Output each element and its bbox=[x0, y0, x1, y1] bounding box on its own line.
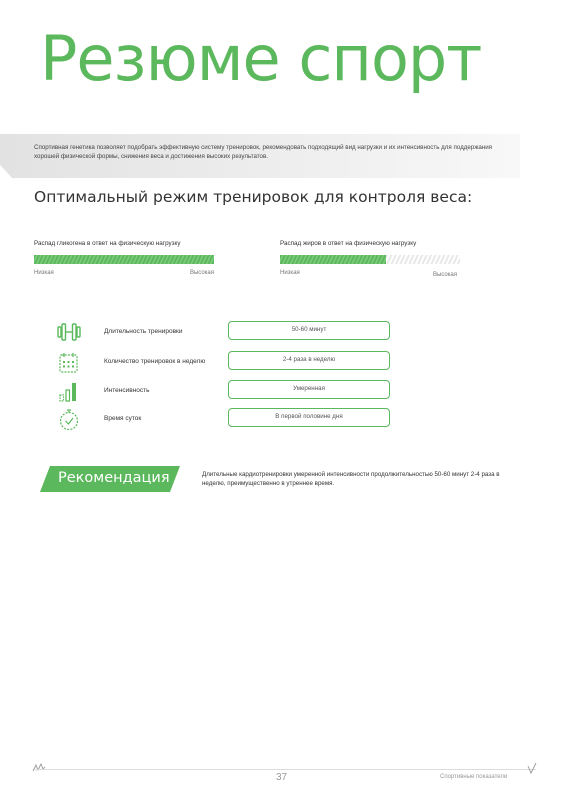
section-subtitle: Оптимальный режим тренировок для контроля веса: bbox=[34, 188, 473, 206]
param-row-intensity bbox=[56, 380, 396, 404]
scale-bar bbox=[280, 255, 460, 264]
dumbbell-icon bbox=[56, 321, 82, 345]
recommendation-text: Длительные кардиотренировки умеренной интенсивности продолжительностью 50-60 минут 2-4 раза в неделю, преимущественно в утреннее время. bbox=[202, 471, 500, 487]
param-label: Длительность тренировки bbox=[104, 328, 183, 335]
intro-text: Спортивная генетика позволяет подобрать эффективную систему тренировок, рекомендовать подходящий вид нагрузки и их интенсивность для поддержания хорошей физической формы, снижения веса и достижения высоких результатов. bbox=[34, 144, 493, 160]
param-row-duration bbox=[56, 321, 396, 345]
scale-fill bbox=[280, 255, 386, 264]
footer-section-name: Спортивные показатели bbox=[440, 774, 508, 780]
intensity-bars-icon bbox=[56, 380, 82, 404]
calendar-icon bbox=[56, 351, 82, 375]
param-row-time-of-day bbox=[56, 408, 396, 432]
scale-bar bbox=[34, 255, 214, 264]
footer-check-mark-icon bbox=[526, 762, 538, 781]
param-value: В первой половине дня bbox=[228, 408, 390, 427]
param-label: Время суток bbox=[104, 415, 142, 422]
scale-high-label: Высокая bbox=[189, 270, 214, 276]
page-number: 37 bbox=[276, 772, 288, 783]
page-title: Резюме спорт bbox=[40, 22, 482, 95]
scale-title: Распад жиров в ответ на физическую нагрузку bbox=[280, 240, 417, 247]
scale-fill bbox=[34, 255, 214, 264]
param-value: Умеренная bbox=[228, 380, 390, 399]
param-value: 2-4 раза в неделю bbox=[228, 351, 390, 370]
scale-low-label: Низкая bbox=[280, 270, 300, 276]
stopwatch-icon bbox=[56, 408, 82, 432]
glycogen-scale bbox=[34, 240, 214, 280]
footer-divider bbox=[34, 769, 536, 770]
param-value: 50-60 минут bbox=[228, 321, 390, 340]
param-label: Интенсивность bbox=[104, 387, 150, 394]
param-row-frequency bbox=[56, 351, 396, 375]
scale-title: Распад гликогена в ответ на физическую нагрузку bbox=[34, 240, 181, 247]
fat-scale bbox=[280, 240, 460, 280]
scale-low-label: Низкая bbox=[34, 270, 54, 276]
recommendation-label: Рекомендация bbox=[58, 470, 170, 486]
param-label: Количество тренировок в неделю bbox=[104, 358, 206, 365]
scale-high-label: Высокая bbox=[432, 272, 457, 278]
